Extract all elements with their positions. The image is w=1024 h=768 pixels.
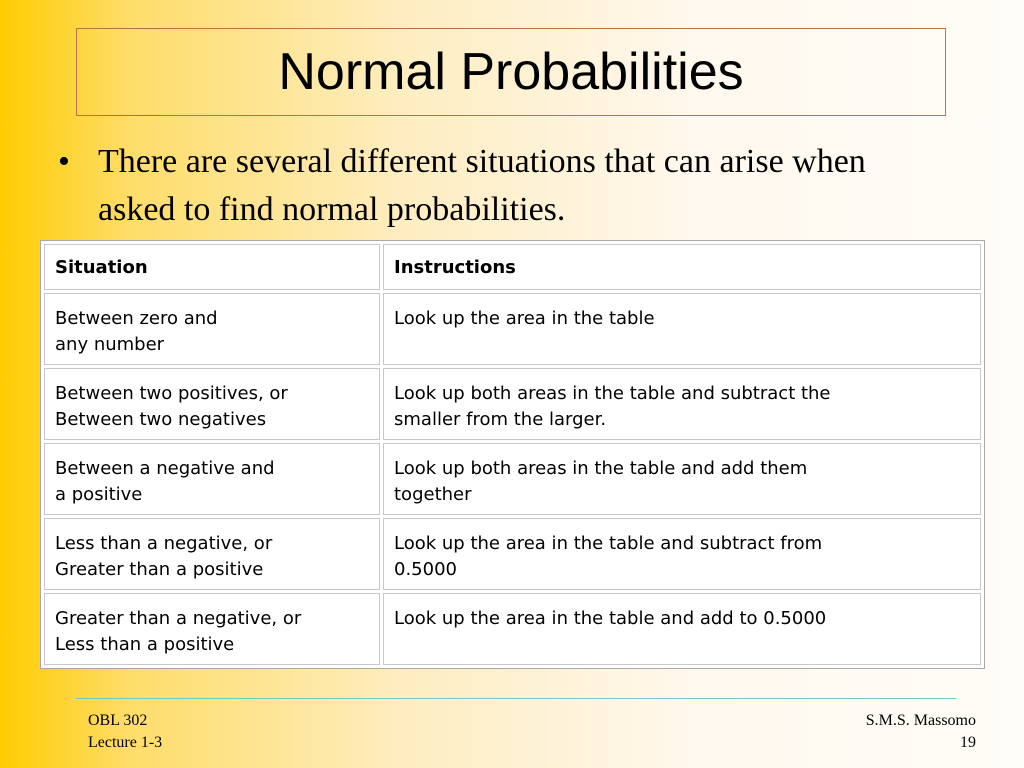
instructions-cell [383,443,981,515]
cell-line: Less than a positive [55,634,235,655]
cell-line: Look up both areas in the table and subtract the [394,383,831,404]
bullet-point [58,138,938,234]
cell-line: Look up the area in the table and subtract from [394,533,823,554]
instructions-cell [383,368,981,440]
instructions-cell [383,593,981,665]
footer-left [88,710,162,754]
footer-author: S.M.S. Massomo [865,712,976,729]
situation-cell [44,293,380,365]
cell-line: Look up both areas in the table and add them [394,458,808,479]
header-situation: Situation [44,244,380,290]
footer-rule [76,698,956,699]
cell-line: Less than a negative, or [55,533,273,554]
cell-line: Look up the area in the table [394,308,655,329]
table-row [44,518,981,590]
slide-number: 19 [960,734,976,751]
cell-line: a positive [55,484,143,505]
instructions-cell [383,293,981,365]
situation-cell [44,443,380,515]
cell-line: Between a negative and [55,458,275,479]
cell-line: Greater than a negative, or [55,608,302,629]
table-row [44,593,981,665]
table-row [44,293,981,365]
footer-course: OBL 302 [88,712,148,729]
cell-line: Greater than a positive [55,559,264,580]
cell-line: 0.5000 [394,559,457,580]
footer-right [866,710,976,754]
instructions-cell [383,518,981,590]
situation-cell [44,368,380,440]
cell-line: Between two negatives [55,409,267,430]
cell-line: together [394,484,472,505]
cell-line: Look up the area in the table and add to 0.5000 [394,608,827,629]
table-header-row [44,244,981,290]
cell-line: Between zero and [55,308,218,329]
header-instructions: Instructions [383,244,981,290]
situations-table [40,240,985,669]
slide-title-box [76,28,946,116]
situation-cell [44,518,380,590]
cell-line: Between two positives, or [55,383,288,404]
cell-line: smaller from the larger. [394,409,607,430]
situation-cell [44,593,380,665]
table-row [44,443,981,515]
slide-title: Normal Probabilities [278,43,744,101]
table-row [44,368,981,440]
bullet-text: There are several different situations that can arise when asked to find normal probabilities. [98,143,866,228]
bullet-marker: • [58,143,70,180]
cell-line: any number [55,334,165,355]
footer-lecture: Lecture 1-3 [88,734,163,751]
